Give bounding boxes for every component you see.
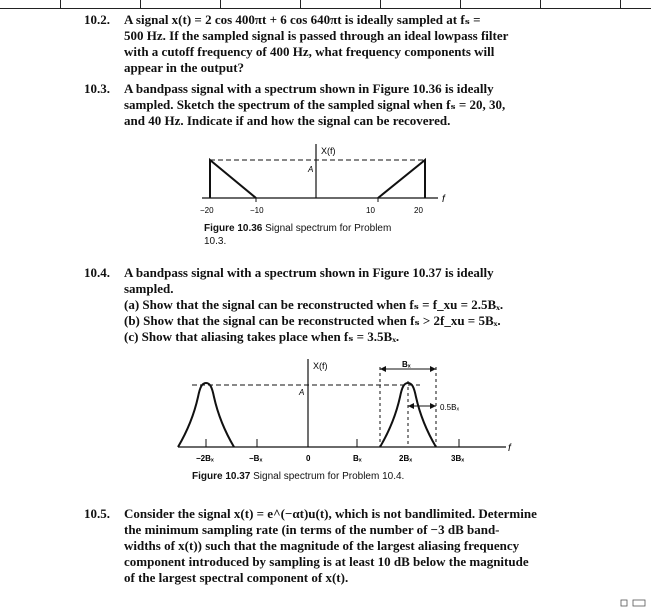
caption-text: Signal spectrum for Problem 10.4. — [253, 471, 405, 482]
problem-line: appear in the output? — [124, 60, 245, 75]
problem-line: A bandpass signal with a spectrum shown in Figure 10.36 is ideally — [124, 81, 494, 96]
problem-line: (a) Show that the signal can be reconstructed when fₛ = f_xu = 2.5Bₓ. — [124, 297, 504, 312]
problem-line: 500 Hz. If the sampled signal is passed through an ideal lowpass filter — [124, 28, 509, 43]
ruler-tick — [380, 0, 381, 8]
problem-line: A signal x(t) = 2 cos 400πt + 6 cos 640πt is ideally sampled at fₛ = — [124, 12, 481, 27]
tick-label: −20 — [200, 206, 214, 215]
half-bandwidth-label: 0.5Bₓ — [440, 403, 460, 412]
ruler-tick — [140, 0, 141, 8]
amplitude-label: A — [299, 388, 305, 397]
bandwidth-label: Bₓ — [402, 360, 411, 369]
ruler-tick — [220, 0, 221, 8]
problem-line: Consider the signal x(t) = e^(−αt)u(t), which is not bandlimited. Determine — [124, 506, 537, 521]
problem-line: of the largest spectral component of x(t). — [124, 570, 349, 585]
tick-label: 0 — [306, 454, 311, 463]
left-band-spectrum — [178, 383, 234, 447]
amplitude-label: A — [308, 165, 314, 174]
problem-body — [124, 506, 554, 586]
x-axis-label: f — [442, 194, 445, 205]
left-band-spectrum — [210, 160, 256, 198]
tick-label: Bₓ — [353, 454, 362, 463]
ruler-tick — [300, 0, 301, 8]
problem-line: and 40 Hz. Indicate if and how the signal can be recovered. — [124, 113, 451, 128]
problem-line: (b) Show that the signal can be reconstructed when fₛ > 2f_xu = 5Bₓ. — [124, 313, 501, 328]
problem-line: sampled. Sketch the spectrum of the sampled signal when fₛ = 20, 30, — [124, 97, 506, 112]
figure-10-37-caption — [192, 470, 512, 483]
x-axis-label: f — [508, 443, 511, 454]
caption-text: Signal spectrum for Problem — [265, 223, 392, 234]
problem-line: with a cutoff frequency of 400 Hz, what frequency components will — [124, 44, 495, 59]
problem-line: widths of x(t)) such that the magnitude of the largest aliasing frequency — [124, 538, 520, 553]
problem-body — [124, 12, 554, 76]
problem-number: 10.4. — [84, 265, 110, 280]
figure-10-37-plot — [170, 355, 530, 467]
problem-body — [124, 265, 554, 345]
tick-label: −Bₓ — [249, 454, 263, 463]
problem-line: A bandpass signal with a spectrum shown in Figure 10.37 is ideally — [124, 265, 494, 280]
caption-label: Figure 10.36 — [204, 223, 263, 234]
tick-label: 20 — [414, 206, 423, 215]
y-axis-label: X(f) — [313, 361, 328, 371]
figure-10-36-caption — [204, 222, 464, 248]
problem-line: sampled. — [124, 281, 174, 296]
tick-label: −2Bₓ — [196, 454, 214, 463]
problem-line: (c) Show that aliasing takes place when fₛ = 3.5Bₓ. — [124, 329, 400, 344]
problem-number: 10.5. — [84, 506, 110, 521]
arrow-head — [430, 366, 436, 372]
ruler-tick — [620, 0, 621, 8]
page-top-rule — [0, 8, 651, 9]
tick-label: 2Bₓ — [399, 454, 413, 463]
ruler-tick — [460, 0, 461, 8]
tick-label: 10 — [366, 206, 375, 215]
tick-label: −10 — [250, 206, 264, 215]
problem-number: 10.3. — [84, 81, 110, 96]
scan-corner-marks — [619, 599, 649, 607]
caption-label: Figure 10.37 — [192, 471, 251, 482]
problem-line: the minimum sampling rate (in terms of the number of −3 dB band- — [124, 522, 500, 537]
problem-number: 10.2. — [84, 12, 110, 27]
problem-body — [124, 81, 554, 129]
arrow-head — [380, 366, 386, 372]
ruler-tick — [540, 0, 541, 8]
tick-label: 3Bₓ — [451, 454, 465, 463]
caption-text: 10.3. — [204, 236, 227, 247]
arrow-head — [430, 403, 436, 409]
y-axis-label: X(f) — [321, 146, 336, 156]
right-band-spectrum — [378, 160, 425, 198]
figure-10-36-plot — [190, 140, 460, 220]
ruler-tick — [60, 0, 61, 8]
problem-line: component introduced by sampling is at least 10 dB below the magnitude — [124, 554, 529, 569]
arrow-head — [408, 403, 414, 409]
